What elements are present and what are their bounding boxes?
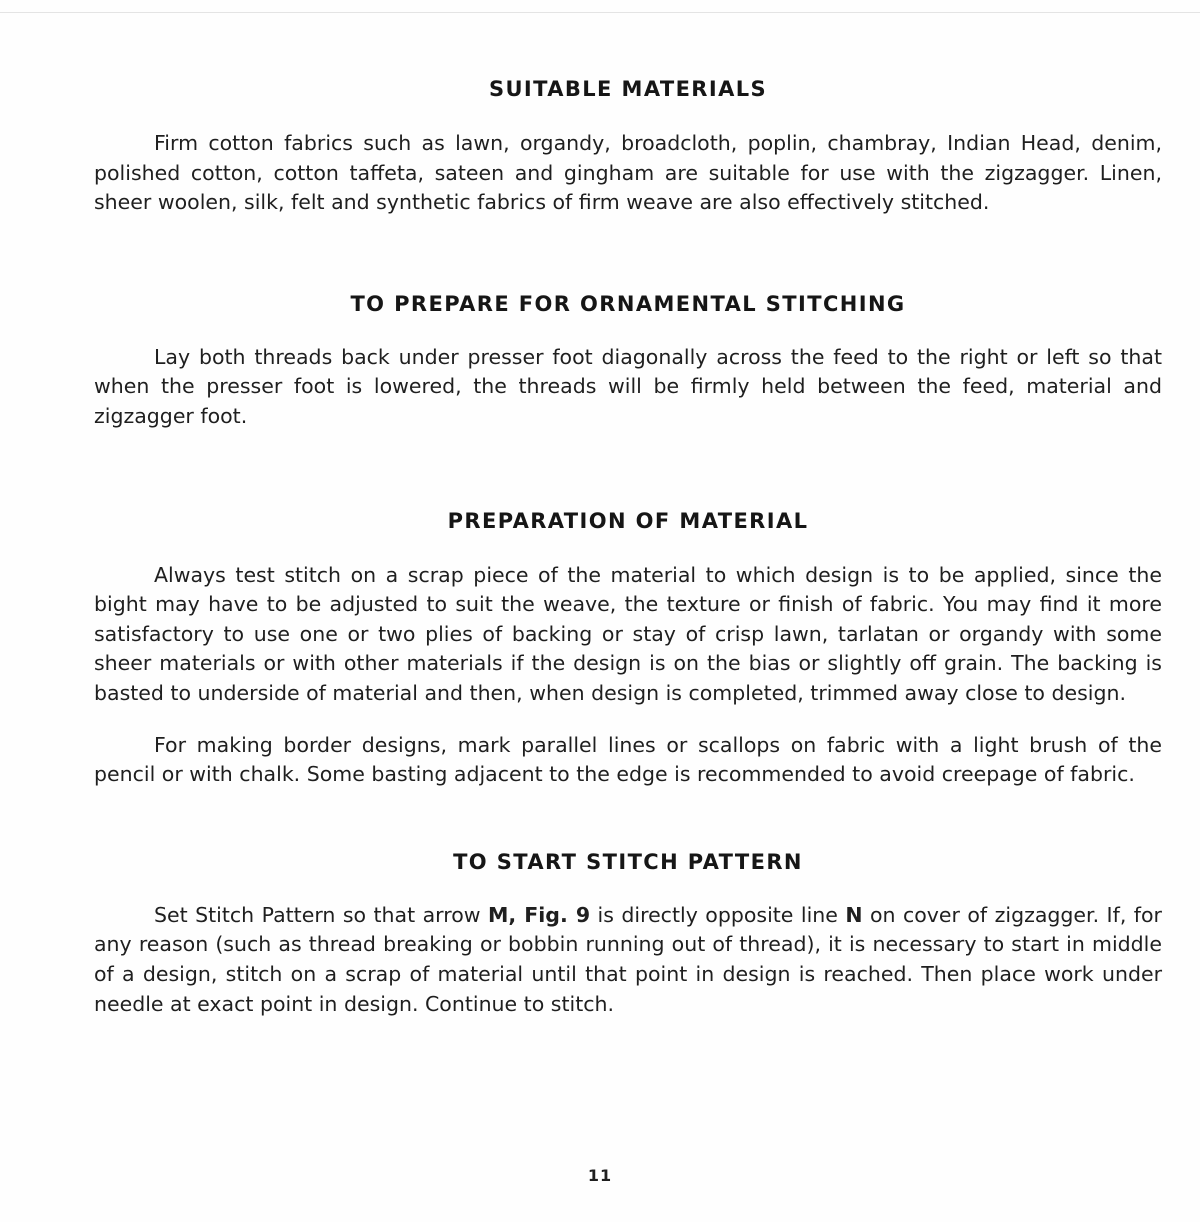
page-number: 11: [587, 1166, 613, 1185]
paragraph-prepare-ornamental-stitching: Lay both threads back under presser foot diagonally across the feed to the right or left so that when the presser foot is lowered, the threads will be firmly held between the feed, material and zigzagger foot.: [94, 344, 1162, 428]
heading-start-stitch-pattern: TO START STITCH PATTERN: [453, 849, 803, 874]
start-text-3: on cover of zigzagger. If, for any reason (such as thread breaking or bobbin running out of thread), it is necessary to start in middle of a design, stitch on a scrap of material until that point in design is reached. Then place work under needle at exact point in design. Continue to stitch.: [94, 902, 1162, 1016]
heading-prepare-ornamental-stitching: TO PREPARE FOR ORNAMENTAL STITCHING: [350, 291, 906, 316]
paragraph-suitable-materials: Firm cotton fabrics such as lawn, organdy, broadcloth, poplin, chambray, Indian Head, denim, polished cotton, cotton taffeta, sateen and gingham are suitable for use with the zigzagger. Linen, sheer woolen, silk, felt and synthetic fabrics of firm weave are also effectively stitched.: [94, 131, 1162, 215]
heading-suitable-materials: SUITABLE MATERIALS: [488, 77, 768, 101]
start-bold-fig-ref: M, Fig. 9: [487, 902, 591, 927]
paragraph-preparation-border-designs: For making border designs, mark parallel lines or scallops on fabric with a light brush of the pencil or with chalk. Some basting adjacent to the edge is recommended to avoid creepage of fabric.: [94, 732, 1162, 787]
heading-preparation-of-material: PREPARATION OF MATERIAL: [447, 508, 809, 533]
scan-edge-line: [0, 12, 1200, 13]
paragraph-start-stitch-pattern: [94, 901, 1162, 1019]
start-text-2: is directly opposite line: [590, 902, 846, 927]
page-content: [94, 72, 1162, 1019]
start-bold-line-ref: N: [845, 902, 863, 927]
start-text-1: Set Stitch Pattern so that arrow: [154, 902, 488, 927]
paragraph-preparation-test-stitch: Always test stitch on a scrap piece of the material to which design is to be applied, since the bight may have to be adjusted to suit the weave, the texture or finish of fabric. You may find it more satisfactory to use one or two plies of backing or stay of crisp lawn, tarlatan or organdy with some sheer materials or with other materials if the design is on the bias or slightly off grain. The backing is basted to underside of material and then, when design is completed, trimmed away close to design.: [94, 562, 1162, 705]
